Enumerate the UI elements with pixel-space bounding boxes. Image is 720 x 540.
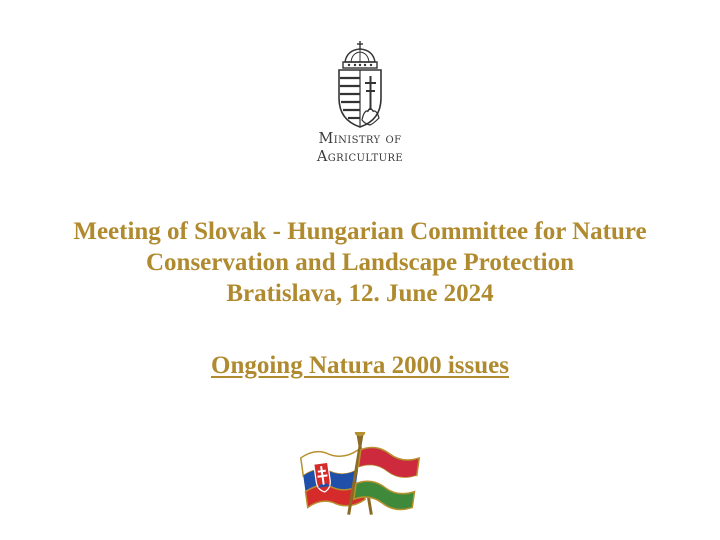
ministry-line-2 — [0, 148, 720, 166]
meeting-title-line-3: Bratislava, 12. June 2024 — [226, 280, 494, 307]
crossed-flags-icon — [295, 432, 425, 522]
meeting-title-line-1: Meeting of Slovak - Hungarian Committee for Nature — [73, 218, 647, 245]
ministry-line-1 — [0, 130, 720, 148]
ministry-line-1-text: Ministry of — [318, 131, 402, 147]
ministry-name — [0, 130, 720, 166]
slide-subtitle: Ongoing Natura 2000 issues — [211, 352, 509, 379]
meeting-title — [20, 216, 700, 309]
coat-of-arms-icon — [333, 40, 387, 128]
ministry-line-2-text: Agriculture — [316, 149, 404, 165]
meeting-title-line-2: Conservation and Landscape Protection — [145, 249, 575, 276]
